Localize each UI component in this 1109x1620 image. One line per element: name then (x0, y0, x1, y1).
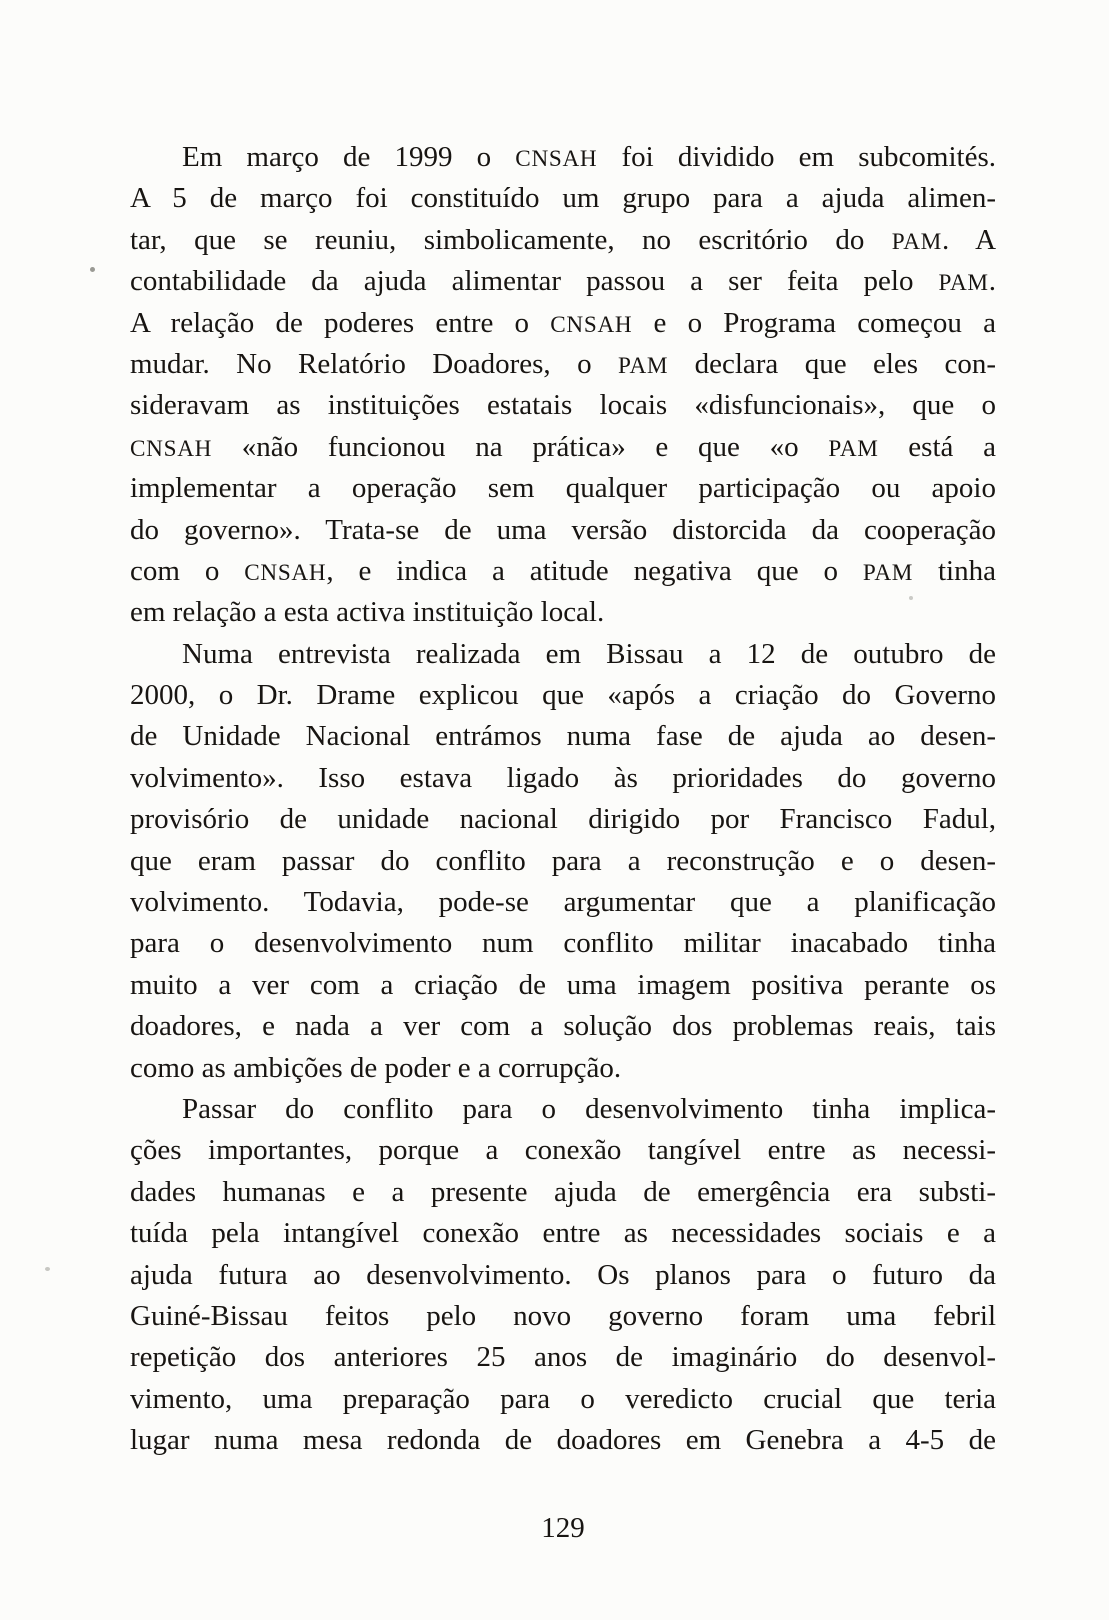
small-caps-acronym: CNSAH (130, 435, 213, 462)
text-line: tar, que se reuniu, simbolicamente, no escritório do PAM. A (130, 223, 997, 256)
small-caps-acronym: PAM (828, 435, 879, 462)
text-line: CNSAH «não funcionou na prática» e que «o PAM está a (130, 430, 996, 463)
small-caps-acronym: PAM (617, 352, 669, 379)
small-caps-acronym: PAM (862, 559, 914, 586)
scan-speck (90, 267, 95, 272)
text-line: repetição dos anteriores 25 anos de imaginário do desenvol- (130, 1341, 996, 1374)
scan-speck (909, 596, 913, 600)
text-line: A relação de poderes entre o CNSAH e o Programa começou a (130, 306, 996, 339)
page-number: 129 (541, 1512, 585, 1544)
text-line: ções importantes, porque a conexão tangível entre as necessi- (130, 1134, 996, 1167)
text-line: para o desenvolvimento num conflito militar inacabado tinha (130, 927, 996, 960)
text-line: do governo». Trata-se de uma versão distorcida da cooperação (130, 513, 996, 546)
small-caps-acronym: PAM (891, 228, 942, 255)
text-line: Passar do conflito para o desenvolvimento tinha implica- (182, 1092, 996, 1125)
text-line: que eram passar do conflito para a reconstrução e o desen- (130, 844, 996, 877)
text-line: dades humanas e a presente ajuda de emergência era substi- (130, 1175, 996, 1208)
small-caps-acronym: PAM (938, 270, 989, 297)
text-line: mudar. No Relatório Doadores, o PAM declara que eles con- (130, 347, 996, 380)
text-line: provisório de unidade nacional dirigido por Francisco Fadul, (130, 803, 996, 836)
text-line: Numa entrevista realizada em Bissau a 12 de outubro de (182, 637, 996, 670)
text-line: volvimento». Isso estava ligado às prioridades do governo (130, 761, 996, 794)
text-line: em relação a esta activa instituição local. (130, 596, 605, 629)
text-line: muito a ver com a criação de uma imagem positiva perante os (130, 968, 996, 1001)
scan-speck (45, 1267, 50, 1271)
text-line: ajuda futura ao desenvolvimento. Os planos para o futuro da (130, 1258, 996, 1291)
text-line: A 5 de março foi constituído um grupo para a ajuda alimen- (130, 182, 996, 215)
small-caps-acronym: CNSAH (515, 146, 598, 172)
text-line: lugar numa mesa redonda de doadores em Genebra a 4-5 de (130, 1424, 996, 1457)
text-line: doadores, e nada a ver com a solução dos problemas reais, tais (130, 1010, 996, 1043)
text-line: sideravam as instituições estatais locais «disfuncionais», que o (130, 389, 996, 422)
text-line: 2000, o Dr. Drame explicou que «após a criação do Governo (130, 679, 996, 712)
small-caps-acronym: CNSAH (244, 559, 327, 586)
text-line: contabilidade da ajuda alimentar passou a ser feita pelo PAM. (130, 265, 996, 298)
small-caps-acronym: CNSAH (550, 311, 633, 338)
text-line: Em março de 1999 o CNSAH foi dividido em subcomités. (182, 141, 996, 173)
text-line: tuída pela intangível conexão entre as necessidades sociais e a (130, 1217, 996, 1250)
text-line: como as ambições de poder e a corrupção. (130, 1051, 622, 1084)
text-line: vimento, uma preparação para o veredicto crucial que teria (130, 1382, 996, 1415)
text-line: volvimento. Todavia, pode-se argumentar que a planificação (130, 886, 996, 919)
page-text (130, 137, 996, 1462)
text-line: Guiné-Bissau feitos pelo novo governo foram uma febril (130, 1299, 996, 1332)
text-line: com o CNSAH, e indica a atitude negativa que o PAM tinha (130, 554, 996, 587)
text-line: de Unidade Nacional entrámos numa fase de ajuda ao desen- (130, 720, 996, 753)
text-line: implementar a operação sem qualquer participação ou apoio (130, 472, 996, 505)
